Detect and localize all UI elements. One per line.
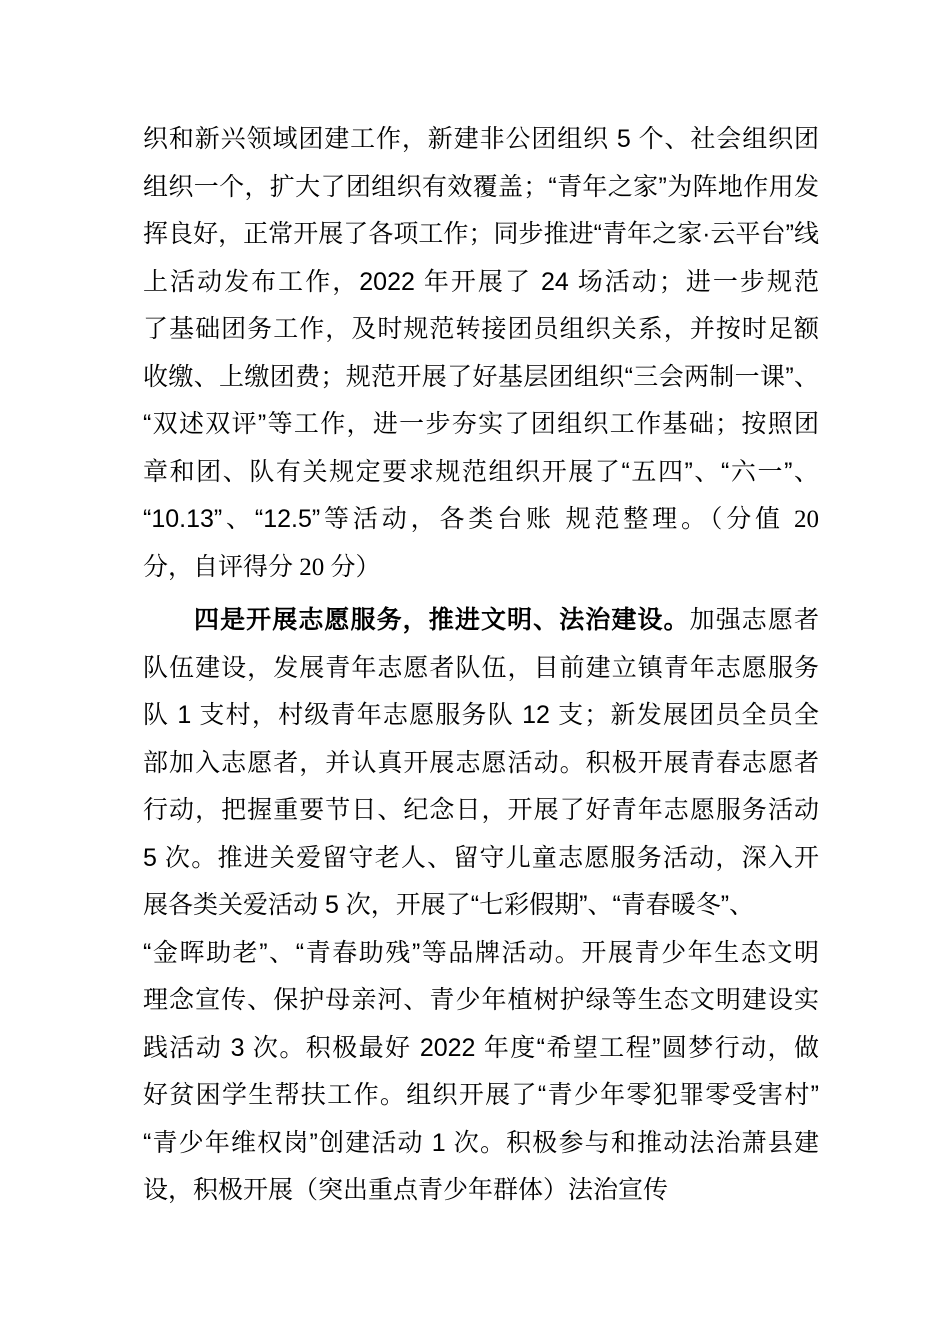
text-segment-body: 设，积极开展（突出重点青少年群体）法治宣传 — [143, 1176, 669, 1204]
text-segment-body: 加强志愿者 — [689, 606, 819, 634]
text-segment-body: 行动，把握重要节日、纪念日，开展了好青年志愿服务活动 — [143, 796, 819, 824]
text-line — [143, 1167, 819, 1215]
text-segment-bold: 四是开展志愿服务，推进文明、法治建设。 — [194, 606, 690, 634]
text-line — [143, 692, 819, 740]
text-line — [143, 645, 819, 693]
text-line — [143, 835, 819, 883]
text-line — [143, 977, 819, 1025]
text-segment-body: “双述双评”等工作，进一步夯实了团组织工作基础；按照团 — [143, 410, 819, 438]
text-segment-body: 队伍建设，发展青年志愿者队伍，目前建立镇青年志愿服务 — [143, 653, 819, 682]
text-segment-body: 理念宣传、保护母亲河、青少年植树护绿等生态文明建设实 — [143, 986, 819, 1014]
text-segment-note: （分值 20 — [709, 506, 819, 533]
text-line — [143, 930, 819, 978]
text-segment-note: 分，自评得分 20 分） — [143, 553, 381, 581]
text-line — [143, 401, 819, 449]
text-segment-body: 收缴、上缴团费；规范开展了好基层团组织“三会两制一课”、 — [143, 362, 819, 391]
text-line — [143, 597, 819, 645]
team-building-continuation-paragraph — [143, 116, 819, 591]
text-segment-body: 队 1 支村，村级青年志愿服务队 12 支；新发展团员全员全 — [143, 701, 819, 729]
text-line — [143, 740, 819, 788]
text-segment-body: 章和团、队有关规定要求规范组织开展了“五四”、“六一”、 — [143, 457, 819, 486]
document-text-block — [143, 116, 819, 1215]
text-segment-body: 织和新兴领域团建工作，新建非公团组织 5 个、社会组织团 — [143, 125, 819, 153]
text-line — [143, 787, 819, 835]
text-line — [143, 1120, 819, 1168]
text-segment-body: 挥良好，正常开展了各项工作；同步推进“青年之家·云平台”线 — [143, 220, 819, 248]
text-segment-body: 践活动 3 次。积极最好 2022 年度“希望工程”圆梦行动，做 — [143, 1033, 819, 1062]
volunteer-service-paragraph — [143, 597, 819, 1215]
text-segment-body: 好贫困学生帮扶工作。组织开展了“青少年零犯罪零受害村” — [143, 1081, 819, 1109]
text-segment-body: “10.13”、“12.5”等活动，各类台账 规范整理。 — [143, 505, 710, 533]
text-line — [143, 211, 819, 259]
text-segment-body: “金晖助老”、“青春助残”等品牌活动。开展青少年生态文明 — [143, 938, 819, 967]
text-segment-body: 组织一个，扩大了团组织有效覆盖；“青年之家”为阵地作用发 — [143, 172, 819, 201]
text-line — [143, 544, 819, 592]
text-line — [143, 449, 819, 497]
text-segment-body: 上活动发布工作，2022 年开展了 24 场活动；进一步规范 — [143, 267, 819, 296]
text-line — [143, 164, 819, 212]
text-segment-body: 部加入志愿者，并认真开展志愿活动。积极开展青春志愿者 — [143, 748, 819, 777]
text-line — [143, 496, 819, 544]
text-segment-body: “青少年维权岗”创建活动 1 次。积极参与和推动法治萧县建 — [143, 1128, 819, 1157]
text-line — [143, 259, 819, 307]
text-line — [143, 1025, 819, 1073]
text-line — [143, 306, 819, 354]
text-segment-body: 5 次。推进关爱留守老人、留守儿童志愿服务活动，深入开 — [143, 843, 819, 872]
text-line — [143, 1072, 819, 1120]
text-segment-body: 展各类关爱活动 5 次，开展了“七彩假期”、“青春暖冬”、 — [143, 891, 755, 919]
text-line — [143, 354, 819, 402]
text-line — [143, 882, 819, 930]
text-line — [143, 116, 819, 164]
text-segment-body: 了基础团务工作，及时规范转接团员组织关系，并按时足额 — [143, 315, 819, 343]
